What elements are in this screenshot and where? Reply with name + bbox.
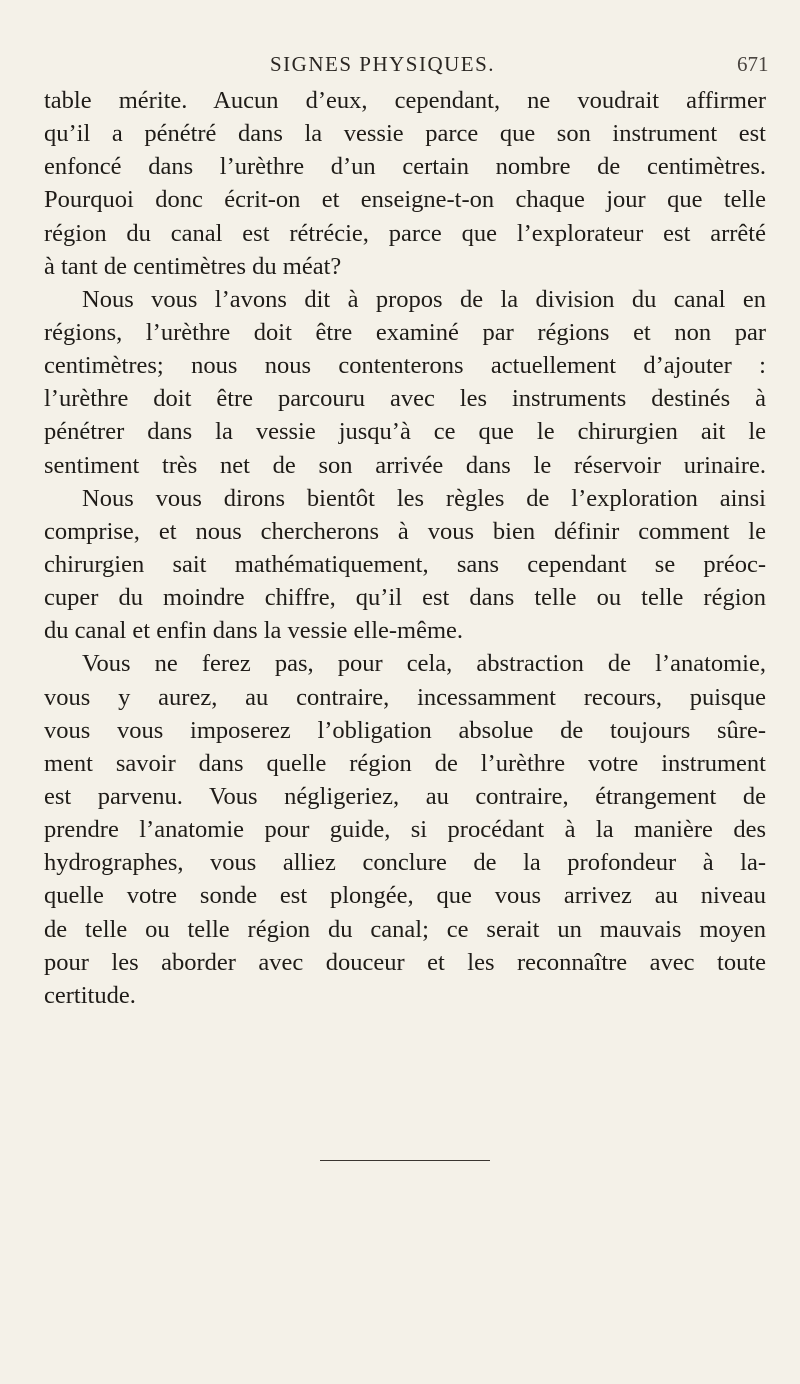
text-line: l’urèthre doit être parcouru avec les instruments destinés à (44, 385, 766, 413)
text-line: quelle votre sonde est plongée, que vous arrivez au niveau (44, 882, 766, 910)
text-line: à tant de centimètres du méat? (44, 252, 342, 280)
page-number: 671 (737, 52, 769, 76)
text-line: ment savoir dans quelle région de l’urèthre votre instrument (44, 749, 766, 777)
text-line: du canal et enfin dans la vessie elle-même. (44, 617, 464, 645)
text-line: Nous vous dirons bientôt les règles de l’exploration ainsi (82, 484, 766, 512)
text-line: centimètres; nous nous contenterons actuellement d’ajouter : (44, 352, 766, 380)
text-line: vous vous imposerez l’obligation absolue de toujours sûre- (44, 716, 766, 744)
text-line: comprise, et nous chercherons à vous bien définir comment le (44, 517, 766, 545)
text-line: qu’il a pénétré dans la vessie parce que son instrument est (44, 120, 766, 148)
text-line: prendre l’anatomie pour guide, si procédant à la manière des (44, 816, 766, 844)
text-line: région du canal est rétrécie, parce que l’explorateur est arrêté (44, 219, 766, 247)
text-line: cuper du moindre chiffre, qu’il est dans telle ou telle région (44, 584, 766, 612)
running-title: SIGNES PHYSIQUES. (270, 52, 496, 76)
body-text (44, 84, 766, 1012)
text-line: hydrographes, vous alliez conclure de la profondeur à la- (44, 849, 766, 877)
text-line: pour les aborder avec douceur et les reconnaître avec toute (44, 948, 766, 976)
section-divider (320, 1160, 490, 1161)
text-line: sentiment très net de son arrivée dans le réservoir urinaire. (44, 451, 766, 479)
running-header (0, 52, 800, 82)
text-line: chirurgien sait mathématiquement, sans cependant se préoc- (44, 550, 766, 578)
text-line: vous y aurez, au contraire, incessamment recours, puisque (44, 683, 766, 711)
text-line: certitude. (44, 981, 136, 1009)
text-line: Pourquoi donc écrit-on et enseigne-t-on chaque jour que telle (44, 186, 766, 214)
text-line: Vous ne ferez pas, pour cela, abstraction de l’anatomie, (82, 650, 766, 678)
text-line: pénétrer dans la vessie jusqu’à ce que le chirurgien ait le (44, 418, 766, 446)
text-line: est parvenu. Vous négligeriez, au contraire, étrangement de (44, 782, 766, 810)
text-line: de telle ou telle région du canal; ce serait un mauvais moyen (44, 915, 766, 943)
text-line: régions, l’urèthre doit être examiné par régions et non par (44, 318, 766, 346)
text-line: enfoncé dans l’urèthre d’un certain nombre de centimètres. (44, 153, 766, 181)
text-line: Nous vous l’avons dit à propos de la division du canal en (82, 285, 766, 313)
text-line: table mérite. Aucun d’eux, cependant, ne voudrait affirmer (44, 87, 766, 114)
